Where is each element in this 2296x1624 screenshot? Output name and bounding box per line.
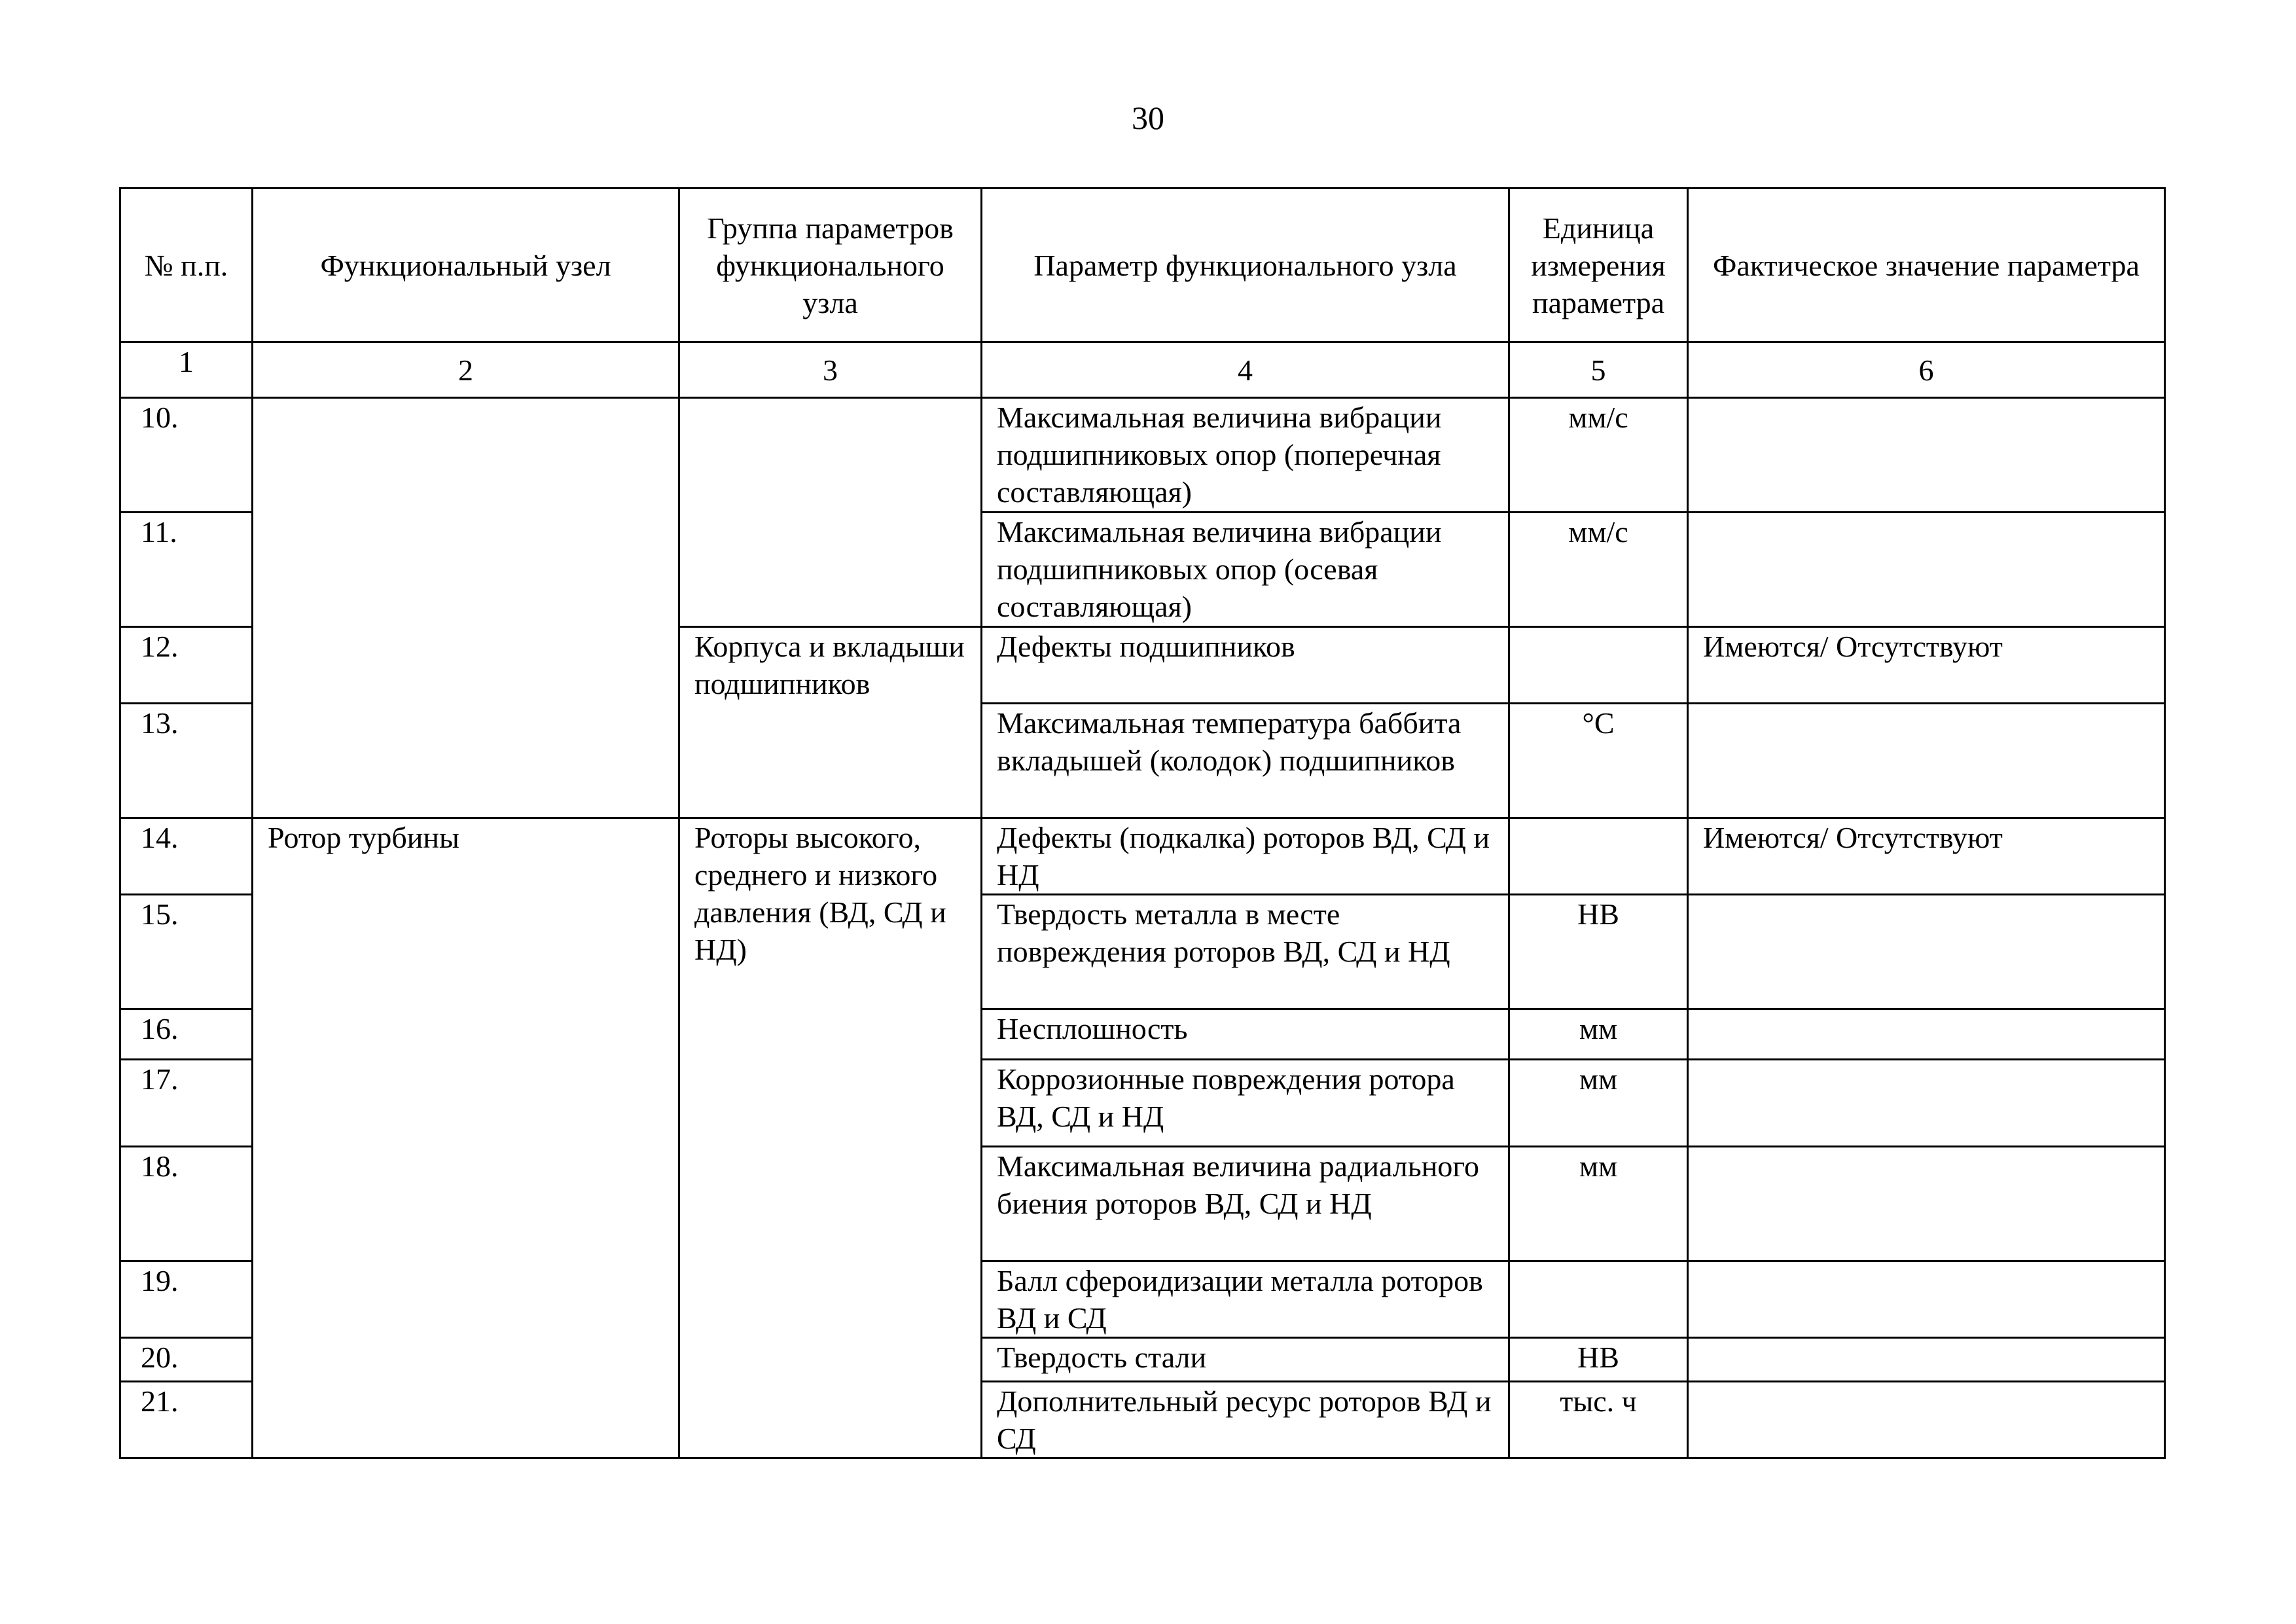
value-cell xyxy=(1688,1261,2165,1338)
row-number: 21. xyxy=(120,1382,253,1458)
column-number: 5 xyxy=(1509,342,1688,398)
value-cell xyxy=(1688,1009,2165,1060)
value-cell xyxy=(1688,1382,2165,1458)
group-cell-rotors: Роторы высокого, среднего и низкого давления (ВД, СД и НД) xyxy=(679,818,982,1458)
unit-cell: НВ xyxy=(1509,1338,1688,1382)
parameter-cell: Максимальная величина вибрации подшипниковых опор (осевая составляющая) xyxy=(982,513,1509,627)
parameter-cell: Максимальная величина радиального биения роторов ВД, СД и НД xyxy=(982,1147,1509,1261)
column-number: 2 xyxy=(253,342,679,398)
column-number: 3 xyxy=(679,342,982,398)
unit-cell: тыс. ч xyxy=(1509,1382,1688,1458)
value-cell: Имеются/ Отсутствуют xyxy=(1688,818,2165,895)
row-number: 17. xyxy=(120,1060,253,1147)
unit-cell xyxy=(1509,818,1688,895)
unit-cell: мм/с xyxy=(1509,398,1688,513)
unit-cell: НВ xyxy=(1509,895,1688,1009)
table-row xyxy=(120,818,2165,895)
column-number: 6 xyxy=(1688,342,2165,398)
row-number: 11. xyxy=(120,513,253,627)
value-cell xyxy=(1688,398,2165,513)
header-unit: Единица измерения параметра xyxy=(1509,189,1688,342)
parameter-cell: Дефекты подшипников xyxy=(982,627,1509,704)
row-number: 14. xyxy=(120,818,253,895)
unit-cell xyxy=(1509,1261,1688,1338)
row-number: 10. xyxy=(120,398,253,513)
unit-cell: мм xyxy=(1509,1060,1688,1147)
parameter-cell: Максимальная величина вибрации подшипниковых опор (поперечная составляющая) xyxy=(982,398,1509,513)
table-row xyxy=(120,398,2165,513)
column-number: 1 xyxy=(120,342,253,398)
parameter-cell: Дефекты (подкалка) роторов ВД, СД и НД xyxy=(982,818,1509,895)
parameter-cell: Максимальная температура баббита вкладышей (колодок) подшипников xyxy=(982,704,1509,818)
row-number: 20. xyxy=(120,1338,253,1382)
node-cell-empty xyxy=(253,398,679,818)
value-cell xyxy=(1688,513,2165,627)
header-group: Группа параметров функционального узла xyxy=(679,189,982,342)
value-cell xyxy=(1688,1147,2165,1261)
parameter-cell: Дополнительный ресурс роторов ВД и СД xyxy=(982,1382,1509,1458)
group-cell-bearings: Корпуса и вкладыши подшипников xyxy=(679,627,982,818)
column-number-row xyxy=(120,342,2165,398)
header-node: Функциональный узел xyxy=(253,189,679,342)
value-cell xyxy=(1688,1060,2165,1147)
parameter-cell: Коррозионные повреждения ротора ВД, СД и НД xyxy=(982,1060,1509,1147)
unit-cell: мм xyxy=(1509,1009,1688,1060)
row-number: 18. xyxy=(120,1147,253,1261)
row-number: 16. xyxy=(120,1009,253,1060)
header-parameter: Параметр функционального узла xyxy=(982,189,1509,342)
value-cell xyxy=(1688,704,2165,818)
row-number: 15. xyxy=(120,895,253,1009)
value-cell: Имеются/ Отсутствуют xyxy=(1688,627,2165,704)
row-number: 12. xyxy=(120,627,253,704)
parameter-cell: Твердость металла в месте повреждения роторов ВД, СД и НД xyxy=(982,895,1509,1009)
value-cell xyxy=(1688,1338,2165,1382)
group-cell-empty xyxy=(679,398,982,627)
value-cell xyxy=(1688,895,2165,1009)
unit-cell: мм/с xyxy=(1509,513,1688,627)
row-number: 13. xyxy=(120,704,253,818)
unit-cell: мм xyxy=(1509,1147,1688,1261)
row-number: 19. xyxy=(120,1261,253,1338)
unit-cell: °С xyxy=(1509,704,1688,818)
parameter-cell: Балл сфероидизации металла роторов ВД и СД xyxy=(982,1261,1509,1338)
unit-cell xyxy=(1509,627,1688,704)
header-value: Фактическое значение параметра xyxy=(1688,189,2165,342)
parameter-cell: Несплошность xyxy=(982,1009,1509,1060)
node-cell-rotor: Ротор турбины xyxy=(253,818,679,1458)
parameter-cell: Твердость стали xyxy=(982,1338,1509,1382)
column-number: 4 xyxy=(982,342,1509,398)
header-num: № п.п. xyxy=(120,189,253,342)
parameters-table xyxy=(119,187,2166,1459)
header-row xyxy=(120,189,2165,342)
page-number: 30 xyxy=(1132,99,1164,136)
